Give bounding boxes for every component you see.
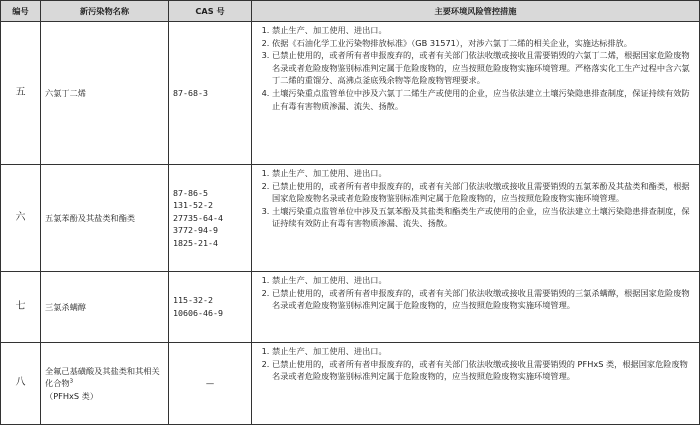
pollutant-name: [41, 343, 169, 425]
cas-number: 131-52-2: [173, 200, 213, 211]
measure-item: 2. 依据《石油化学工业污染物排放标准》（GB 31571），对涉六氯丁二烯的相关企业，实施达标排放。: [272, 37, 695, 50]
pollutant-name: 五氯苯酚及其盐类和酯类: [41, 165, 169, 272]
table-row: [1, 22, 700, 165]
pollutant-name: 三氯杀螨醇: [41, 272, 169, 343]
measure-item: 3. 已禁止使用的，或者所有者申报废弃的，或者有关部门依法收缴或接收且需要销毁的六氯丁二烯，根据国家危险废物名录或者危险废物鉴别标准判定属于危险废物的，应当按照危险废物实施环境管理。严格落实化工生产过程中含六氯丁二烯的重馏分、高沸点釜底残余物等危险废物管理要求。: [272, 49, 695, 87]
measure-list: [256, 24, 695, 112]
control-measures: [252, 165, 700, 272]
measure-item: 2. 已禁止使用的，或者所有者申报废弃的，或者有关部门依法收缴或接收且需要销毁的五氯苯酚及其盐类和酯类，根据国家危险废物名录或者危险废物鉴别标准判定属于危险废物的，应当按照危险废物实施环境管理。: [272, 180, 695, 205]
control-measures: [252, 22, 700, 165]
row-number: 七: [1, 272, 41, 343]
row-number: 八: [1, 343, 41, 425]
cas-number: 27735-64-4: [173, 212, 223, 223]
footnote-marker: 3: [69, 378, 74, 385]
header-measures: 主要环境风险管控措施: [252, 1, 700, 22]
measure-item: 1. 禁止生产、加工使用、进出口。: [272, 167, 695, 180]
measure-list: [256, 274, 695, 312]
table-row: [1, 272, 700, 343]
row-number: 五: [1, 22, 41, 165]
pollutant-abbreviation: （PFHxS 类）: [45, 390, 99, 401]
measure-item: 1. 禁止生产、加工使用、进出口。: [272, 24, 695, 37]
table-row: [1, 343, 700, 425]
pollutant-name-text: 全氟己基磺酸及其盐类和其相关化合物: [45, 365, 160, 389]
header-row: [1, 1, 700, 22]
header-name: 新污染物名称: [41, 1, 169, 22]
control-measures: [252, 343, 700, 425]
measure-item: 4. 土壤污染重点监管单位中涉及六氯丁二烯生产或使用的企业，应当依法建立土壤污染隐患排查制度，保证持续有效防止有毒有害物质渗漏、流失、扬散。: [272, 87, 695, 112]
measure-item: 2. 已禁止使用的，或者所有者申报废弃的，或者有关部门依法收缴或接收且需要销毁的 PFHxS 类，根据国家危险废物名录或者危险废物鉴别标准判定属于危险废物的，应当按照危险废物实施环境管理。: [272, 358, 695, 383]
cas-numbers: [169, 22, 252, 165]
measure-list: [256, 167, 695, 230]
table-row: [1, 165, 700, 272]
measure-list: [256, 345, 695, 383]
cas-number: 115-32-2: [173, 295, 213, 306]
measure-item: 1. 禁止生产、加工使用、进出口。: [272, 274, 695, 287]
cas-number: 87-86-5: [173, 187, 208, 198]
cas-number: —: [205, 378, 215, 389]
cas-number: 3772-94-9: [173, 225, 218, 236]
cas-numbers: [169, 272, 252, 343]
cas-number: 1825-21-4: [173, 237, 218, 248]
measure-item: 1. 禁止生产、加工使用、进出口。: [272, 345, 695, 358]
control-measures: [252, 272, 700, 343]
header-cas: CAS 号: [169, 1, 252, 22]
row-number: 六: [1, 165, 41, 272]
measure-item: 3. 土壤污染重点监管单位中涉及五氯苯酚及其盐类和酯类生产或使用的企业，应当依法建立土壤污染隐患排查制度，保证持续有效防止有毒有害物质渗漏、流失、扬散。: [272, 205, 695, 230]
cas-number: 10606-46-9: [173, 308, 223, 318]
cas-numbers: [169, 165, 252, 272]
header-no: 编号: [1, 1, 41, 22]
cas-number: 87-68-3: [173, 87, 208, 98]
measure-item: 2. 已禁止使用的，或者所有者申报废弃的，或者有关部门依法收缴或接收且需要销毁的三氯杀螨醇，根据国家危险废物名录或者危险废物鉴别标准判定属于危险废物的，应当按照危险废物实施环境管理。: [272, 287, 695, 312]
cas-numbers: [169, 343, 252, 425]
pollutant-name: 六氯丁二烯: [41, 22, 169, 165]
